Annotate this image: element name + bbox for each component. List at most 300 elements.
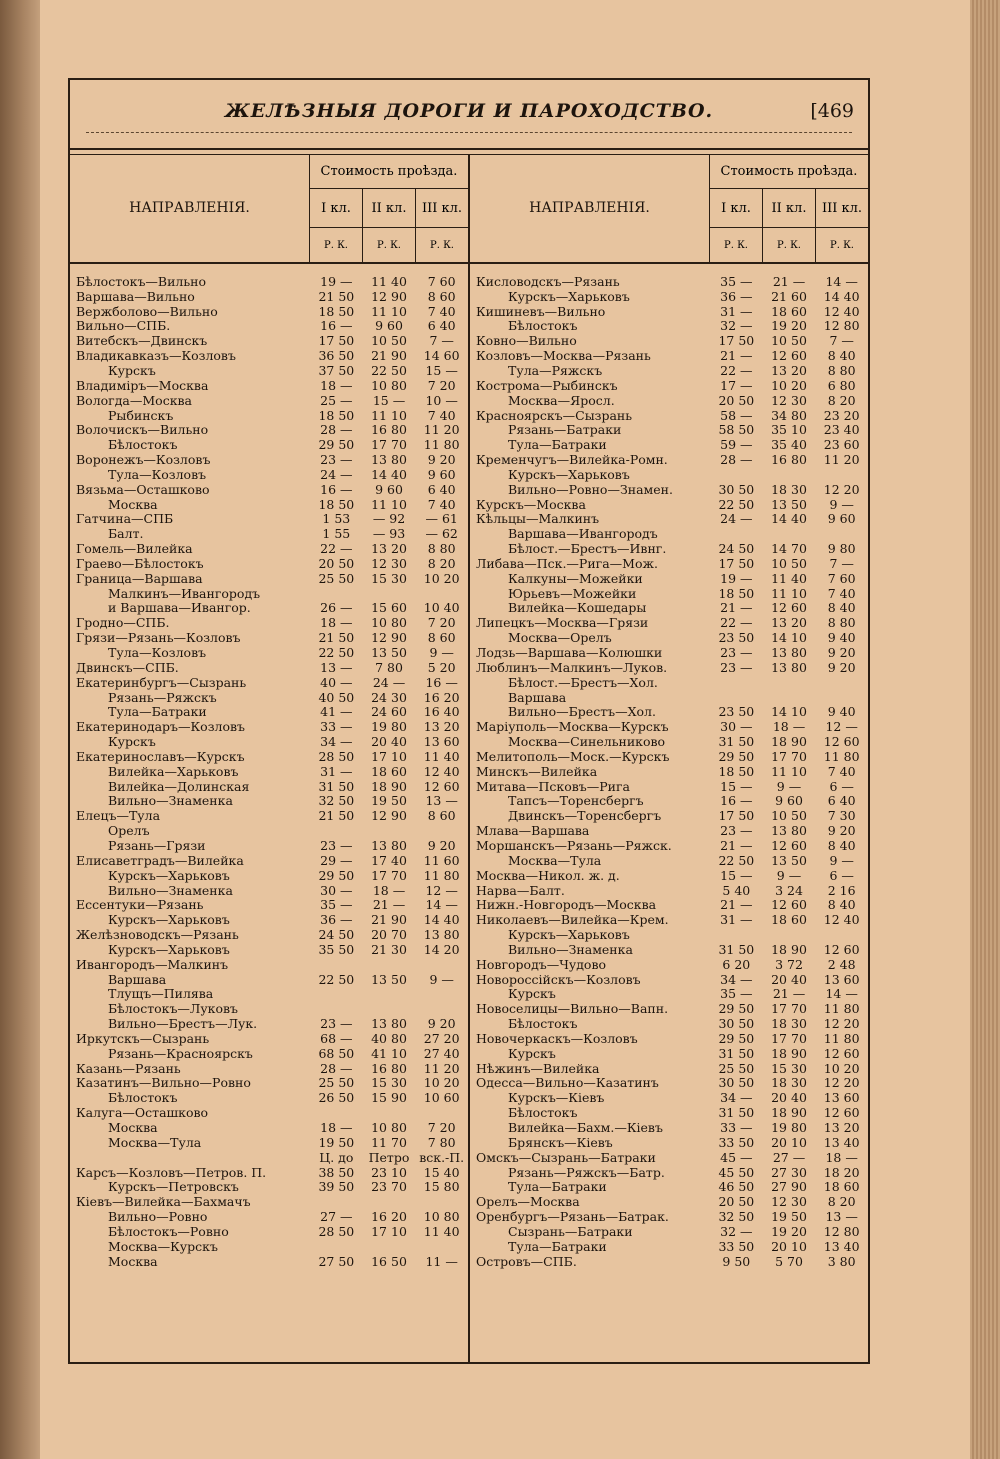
fare-class3: 6 80 — [827, 377, 856, 393]
fare-values — [310, 452, 468, 467]
fare-values — [710, 289, 868, 304]
fare-values — [710, 378, 868, 393]
unit-heading: Р. К. — [815, 228, 868, 262]
fare-values — [710, 660, 868, 675]
fare-values — [310, 318, 468, 333]
fare-class3: 9 20 — [827, 645, 856, 661]
route-name: Москва—Никол. ж. д. — [476, 867, 620, 883]
fare-class1: 33 50 — [718, 1238, 755, 1254]
fare-class2: 3 72 — [775, 956, 803, 972]
table-row — [470, 1194, 868, 1209]
fare-class3: 11 — — [425, 1253, 458, 1269]
table-row — [470, 912, 868, 927]
fare-class2: 17 70 — [771, 1030, 807, 1046]
route-name: Новгородъ—Чудово — [476, 956, 607, 972]
fare-values — [310, 437, 468, 452]
fare-class1: 29 — — [320, 852, 353, 868]
table-row — [70, 541, 468, 556]
fare-class1: 25 50 — [318, 1075, 355, 1091]
table-row — [70, 1046, 468, 1061]
fare-values — [310, 482, 468, 497]
fare-class1: 20 50 — [718, 1194, 755, 1210]
fare-values — [710, 1046, 868, 1061]
fare-class3: 8 80 — [827, 362, 856, 378]
fare-class1: 40 — — [320, 674, 353, 690]
table-row — [70, 853, 468, 868]
route-name: Москва—Тула — [508, 852, 602, 868]
fare-values — [310, 1179, 468, 1194]
fare-class2: 13 50 — [771, 496, 807, 512]
fare-class1: 29 50 — [718, 1001, 755, 1017]
fare-class1: 28 — — [320, 1060, 353, 1076]
fare-class3: 12 60 — [423, 778, 460, 794]
table-row — [470, 794, 868, 809]
fare-class3: 12 40 — [823, 912, 860, 928]
fare-class1: 34 — — [720, 1090, 753, 1106]
fare-class2: 11 40 — [371, 273, 407, 289]
route-name: Кисловодскъ—Рязань — [476, 273, 620, 289]
fare-class2: 10 50 — [771, 555, 807, 571]
fare-class1: 18 50 — [318, 496, 355, 512]
fare-values — [310, 1224, 468, 1239]
fare-class1: 32 — — [720, 1223, 753, 1239]
fare-class2: 11 10 — [371, 407, 407, 423]
fare-class2: 14 40 — [771, 511, 807, 527]
fare-class1: 37 50 — [318, 362, 355, 378]
fare-class3: 11 80 — [423, 437, 460, 453]
fare-class3: 8 20 — [827, 1194, 856, 1210]
route-name: Орелъ — [108, 823, 150, 839]
class3-heading: III кл. — [415, 189, 468, 227]
fare-class1: 23 — — [320, 837, 353, 853]
fare-class2: 13 80 — [371, 1016, 407, 1032]
fare-class1: 38 50 — [318, 1164, 355, 1180]
table-row — [70, 1120, 468, 1135]
route-name: Кострома—Рыбинскъ — [476, 377, 618, 393]
table-row — [70, 1135, 468, 1150]
fare-class1: 30 50 — [718, 1075, 755, 1091]
fare-class1: 39 50 — [318, 1179, 355, 1195]
route-name: Варшава—Вильно — [76, 288, 195, 304]
table-row — [70, 838, 468, 853]
table-row — [70, 1090, 468, 1105]
fare-class2: 34 80 — [771, 407, 807, 423]
table-row — [70, 957, 468, 972]
fare-values — [310, 467, 468, 482]
fare-class2: 11 70 — [371, 1134, 407, 1150]
fare-class2: 9 60 — [375, 318, 403, 334]
fare-class2: 11 10 — [371, 303, 407, 319]
fare-class3: 5 20 — [427, 659, 456, 675]
fare-class1: 21 50 — [318, 288, 355, 304]
fare-class3: 9 80 — [827, 541, 856, 557]
table-row — [470, 422, 868, 437]
table-row — [70, 823, 468, 838]
route-name: Елецъ—Тула — [76, 808, 161, 824]
route-name: Вязьма—Осташково — [76, 481, 210, 497]
fare-class3: 13 20 — [423, 719, 460, 735]
fare-values — [710, 600, 868, 615]
table-row — [70, 452, 468, 467]
fare-class3: 11 80 — [823, 1030, 860, 1046]
fare-values — [710, 1179, 868, 1194]
table-row — [470, 957, 868, 972]
fare-class2: 11 40 — [771, 570, 807, 586]
fare-values — [710, 957, 868, 972]
table-row — [70, 363, 468, 378]
route-name: Тапсъ—Торенсбергъ — [508, 793, 644, 809]
fare-class1: 21 — — [720, 837, 753, 853]
fare-values — [710, 793, 868, 808]
fare-class3: 11 40 — [423, 1223, 460, 1239]
fare-class3: 9 20 — [427, 1016, 456, 1032]
fare-class2: 18 60 — [771, 912, 807, 928]
table-row — [470, 497, 868, 512]
fare-class1: 22 — — [720, 615, 753, 631]
table-row — [470, 704, 868, 719]
fare-class3: 7 60 — [827, 570, 856, 586]
fare-class1: 22 50 — [318, 645, 355, 661]
route-name: Воронежъ—Козловъ — [76, 452, 211, 468]
cost-heading-group — [709, 154, 868, 262]
fare-class2: 14 70 — [771, 541, 807, 557]
fare-values — [710, 630, 868, 645]
route-name: Бѣлост.—Брестъ—Хол. — [508, 674, 658, 690]
fare-values — [310, 779, 468, 794]
fare-class3: 3 80 — [827, 1253, 856, 1269]
fare-values — [310, 1120, 468, 1135]
fare-class1: 24 50 — [318, 927, 355, 943]
table-row — [70, 764, 468, 779]
fare-values — [710, 1209, 868, 1224]
fare-class3: 6 — — [829, 778, 854, 794]
route-name: Нѣжинъ—Вилейка — [476, 1060, 600, 1076]
fare-class3: 8 60 — [427, 630, 456, 646]
left-rows — [70, 264, 468, 1269]
route-name: Калуга—Осташково — [76, 1105, 209, 1121]
table-row — [470, 601, 868, 616]
table-row — [470, 556, 868, 571]
fare-values — [310, 749, 468, 764]
fare-values — [710, 452, 868, 467]
route-name: Бѣлостокъ—Луковъ — [108, 1001, 239, 1017]
fare-class3: 9 — — [429, 645, 454, 661]
fare-class1: 35 — — [320, 897, 353, 913]
fare-class1: 29 50 — [318, 437, 355, 453]
fare-values — [710, 912, 868, 927]
class3-heading: III кл. — [815, 189, 868, 227]
route-name: Курскъ — [508, 986, 556, 1002]
fare-class2: 16 50 — [371, 1253, 407, 1269]
fare-class3: 13 60 — [823, 1090, 860, 1106]
route-name: Бѣлостокъ—Вильно — [76, 273, 207, 289]
fare-class3: 13 — — [825, 1209, 858, 1225]
route-name: Граево—Бѣлостокъ — [76, 555, 204, 571]
fare-values — [310, 378, 468, 393]
fare-class3: 13 40 — [823, 1134, 860, 1150]
route-name: Екатеринославъ—Курскъ — [76, 748, 245, 764]
table-row — [470, 1209, 868, 1224]
fare-class2: 19 50 — [771, 1209, 807, 1225]
fare-class2: 10 20 — [771, 377, 807, 393]
route-name: Люблинъ—Малкинъ—Луков. — [476, 659, 668, 675]
fare-class3: 9 60 — [427, 466, 456, 482]
fare-class2: 9 — — [776, 778, 802, 794]
fare-class1: 35 50 — [318, 941, 355, 957]
table-row — [70, 1076, 468, 1091]
route-name: Двинскъ—СПБ. — [76, 659, 179, 675]
route-name: Иркутскъ—Сызрань — [76, 1030, 210, 1046]
route-name: Курскъ—Петровскъ — [108, 1179, 239, 1195]
route-name: Курскъ—Харьковъ — [108, 912, 230, 928]
route-name: Екатеринодаръ—Козловъ — [76, 719, 245, 735]
fare-class2: 12 30 — [371, 555, 407, 571]
fare-class1: 23 — — [720, 823, 753, 839]
fare-class1: 6 20 — [722, 956, 751, 972]
fare-class3: 9 20 — [827, 823, 856, 839]
fare-class3: 7 30 — [827, 808, 856, 824]
table-row — [470, 1165, 868, 1180]
fare-values — [310, 719, 468, 734]
fare-values — [310, 942, 468, 957]
right-column — [470, 154, 868, 1362]
fare-class3: 16 20 — [423, 689, 460, 705]
route-name: Гатчина—СПБ — [76, 511, 174, 527]
route-name: Балт. — [108, 526, 144, 542]
fare-class1: 21 50 — [318, 808, 355, 824]
fare-class2: 11 10 — [771, 763, 807, 779]
fare-class1: 23 — — [320, 452, 353, 468]
fare-class1: 30 50 — [718, 1016, 755, 1032]
fare-class1: 22 50 — [318, 971, 355, 987]
fare-class1: 32 50 — [318, 793, 355, 809]
fare-values — [710, 1150, 868, 1165]
directions-heading: НАПРАВЛЕНІЯ. — [529, 200, 650, 216]
fare-class2: 35 10 — [771, 422, 807, 438]
fare-class2: 10 80 — [371, 1120, 407, 1136]
table-row — [470, 868, 868, 883]
table-row — [470, 675, 868, 690]
fare-class1: 30 50 — [718, 481, 755, 497]
fare-class1: 27 50 — [318, 1253, 355, 1269]
route-name: Вильно—Брестъ—Лук. — [108, 1016, 258, 1032]
fare-values — [710, 1194, 868, 1209]
fare-values — [710, 868, 868, 883]
fare-values — [310, 1075, 468, 1090]
fare-class3: 16 — — [425, 674, 458, 690]
fare-class3: 14 — — [425, 897, 458, 913]
table-row — [470, 1254, 868, 1269]
fare-class1: 32 50 — [718, 1209, 755, 1225]
fare-class3: 27 20 — [423, 1030, 460, 1046]
fare-values — [310, 274, 468, 289]
route-name: Вологда—Москва — [76, 392, 193, 408]
fare-values — [710, 1135, 868, 1150]
route-name: Калкуны—Можейки — [508, 570, 643, 586]
route-name: Тула—Козловъ — [108, 466, 207, 482]
table-row — [70, 422, 468, 437]
fare-values — [710, 571, 868, 586]
table-row — [70, 319, 468, 334]
fare-class2: 17 70 — [371, 437, 407, 453]
fare-class2: 20 40 — [771, 971, 807, 987]
table-row — [70, 1031, 468, 1046]
fare-class2: 13 50 — [771, 852, 807, 868]
fare-values — [710, 883, 868, 898]
fare-values — [310, 704, 468, 719]
fare-class3: 10 40 — [423, 600, 460, 616]
table-row — [470, 645, 868, 660]
fare-class3: 12 20 — [823, 1016, 860, 1032]
fare-class2: 17 10 — [371, 1223, 407, 1239]
table-row — [470, 1120, 868, 1135]
fare-class1: 18 50 — [718, 585, 755, 601]
fare-class2: 13 80 — [771, 645, 807, 661]
route-name: Курскъ—Харьковъ — [508, 288, 630, 304]
route-name: Рязань—Грязи — [108, 837, 206, 853]
fare-class2: 14 40 — [371, 466, 407, 482]
route-name: Москва—Тула — [108, 1134, 202, 1150]
fare-values — [710, 838, 868, 853]
fare-class3: 12 20 — [823, 1075, 860, 1091]
fare-class3: 8 40 — [827, 600, 856, 616]
fare-class3: 23 20 — [823, 407, 860, 423]
fare-values — [710, 1061, 868, 1076]
fare-class2: 10 80 — [371, 377, 407, 393]
route-name: Тула—Ряжскъ — [508, 362, 603, 378]
fare-class2: 27 30 — [771, 1164, 807, 1180]
fare-class1: 18 — — [320, 615, 353, 631]
fare-class3: 8 40 — [827, 837, 856, 853]
fare-class2: 19 20 — [771, 1223, 807, 1239]
fare-class2: 18 90 — [771, 1045, 807, 1061]
fare-class2: 16 80 — [771, 452, 807, 468]
fare-class2: 18 90 — [771, 941, 807, 957]
fare-class3: 11 20 — [423, 422, 460, 438]
table-row — [470, 764, 868, 779]
fare-class1: 36 — — [320, 912, 353, 928]
fare-class3: 9 — — [429, 971, 454, 987]
fare-class3: 9 40 — [827, 704, 856, 720]
fare-class3: 8 40 — [827, 348, 856, 364]
fare-class1: 22 50 — [718, 496, 755, 512]
fare-class1: 26 — — [320, 600, 353, 616]
fare-class2: 40 80 — [371, 1030, 407, 1046]
route-name: и Варшава—Ивангор. — [108, 600, 251, 616]
fare-class1: 29 50 — [718, 1030, 755, 1046]
fare-class3: 15 40 — [423, 1164, 460, 1180]
route-name: Бѣлост.—Брестъ—Ивнг. — [508, 541, 667, 557]
fare-class1: 31 50 — [718, 734, 755, 750]
fare-values — [310, 764, 468, 779]
route-name: Тула—Батраки — [508, 1238, 607, 1254]
fare-values — [710, 1224, 868, 1239]
fare-values — [710, 1105, 868, 1120]
fare-class2: 23 70 — [371, 1179, 407, 1195]
fare-class3: 8 20 — [427, 555, 456, 571]
fare-class2: 13 80 — [371, 452, 407, 468]
cost-heading: Стоимость проѣзда. — [710, 154, 868, 189]
fare-values — [710, 719, 868, 734]
fare-class1: 29 50 — [718, 748, 755, 764]
fare-values — [310, 1135, 468, 1150]
fare-class3: 8 40 — [827, 897, 856, 913]
table-row — [70, 526, 468, 541]
fare-values — [310, 571, 468, 586]
route-name: Орелъ—Москва — [476, 1194, 580, 1210]
fare-class3: 10 20 — [423, 570, 460, 586]
table-row — [70, 408, 468, 423]
right-rows — [470, 264, 868, 1269]
table-row — [470, 630, 868, 645]
fare-class1: 5 40 — [722, 882, 751, 898]
route-name: Москва—Курскъ — [108, 1238, 218, 1254]
route-name: Курскъ — [508, 1045, 556, 1061]
table-row — [70, 719, 468, 734]
fare-class2: 21 30 — [371, 941, 407, 957]
fare-class3: 6 40 — [827, 793, 856, 809]
route-name: Бѣлостокъ — [108, 1090, 178, 1106]
fare-class3: 7 40 — [427, 303, 456, 319]
fare-class3: 12 20 — [823, 481, 860, 497]
table-row — [70, 615, 468, 630]
fare-class1: 17 50 — [718, 808, 755, 824]
fare-class2: 14 10 — [771, 630, 807, 646]
fare-values — [710, 363, 868, 378]
ornament-rule — [86, 132, 852, 141]
class-headings — [310, 189, 468, 228]
fare-class3: 13 40 — [823, 1238, 860, 1254]
fare-class2: 16 20 — [371, 1209, 407, 1225]
fare-class3: 12 40 — [423, 763, 460, 779]
route-name: Ессентуки—Рязань — [76, 897, 204, 913]
fare-values — [310, 615, 468, 630]
table-row — [70, 304, 468, 319]
fare-class2: 12 60 — [771, 897, 807, 913]
route-name: Гомель—Вилейка — [76, 541, 193, 557]
fare-class2: 15 — — [372, 392, 406, 408]
table-row — [470, 897, 868, 912]
table-row — [470, 987, 868, 1002]
fare-class3: 10 80 — [423, 1209, 460, 1225]
route-name: Курскъ—Харьковъ — [108, 867, 230, 883]
route-name: Тлущъ—Пилява — [108, 986, 214, 1002]
fare-class2: 21 90 — [371, 912, 407, 928]
fare-class2: 14 10 — [771, 704, 807, 720]
route-name: Грязи—Рязань—Козловъ — [76, 630, 241, 646]
class-headings — [710, 189, 868, 228]
fare-values — [710, 823, 868, 838]
route-name: Москва — [108, 496, 158, 512]
fare-class2: 21 60 — [771, 288, 807, 304]
route-name: Малкинъ—Ивангородъ — [108, 585, 261, 601]
fare-class2: 20 10 — [771, 1238, 807, 1254]
fare-class3: 12 60 — [823, 1045, 860, 1061]
table-row — [470, 348, 868, 363]
route-name: Вержболово—Вильно — [76, 303, 218, 319]
fare-class2: 21 — — [372, 897, 406, 913]
fare-class3: 11 60 — [423, 852, 460, 868]
class2-heading: II кл. — [362, 189, 415, 227]
route-name: Рыбинскъ — [108, 407, 174, 423]
table-row — [470, 719, 868, 734]
fare-values — [710, 1165, 868, 1180]
table-row — [70, 779, 468, 794]
fare-values — [710, 393, 868, 408]
fare-values — [710, 645, 868, 660]
route-name: Бѣлостокъ—Ровно — [108, 1223, 229, 1239]
route-name: Казань—Рязань — [76, 1060, 181, 1076]
